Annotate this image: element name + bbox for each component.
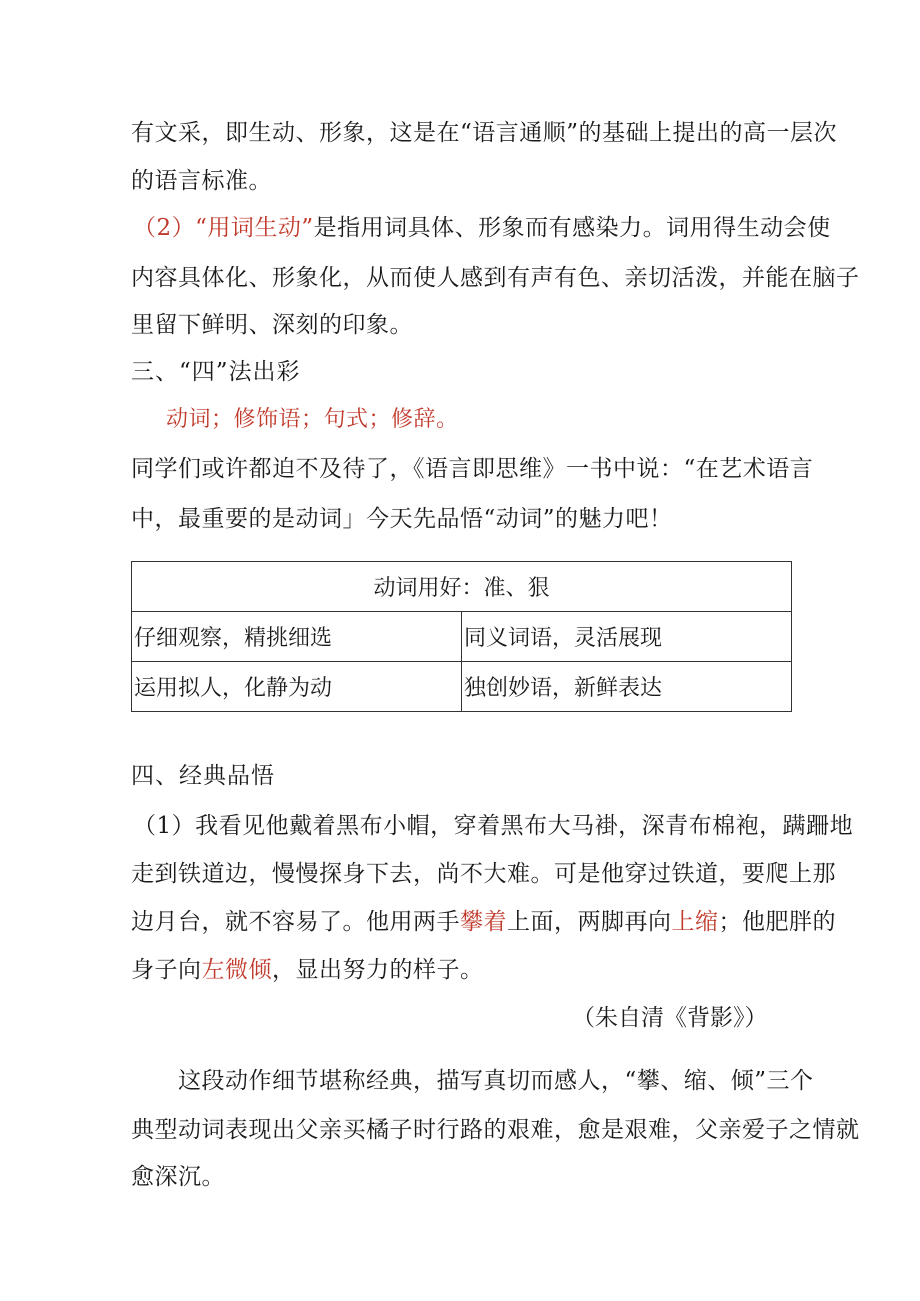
excerpt-line3-c: ；他肥胖的 xyxy=(718,909,836,935)
excerpt-line-4 xyxy=(131,955,484,985)
point2-line1-rest: 是指用词具体、形象而有感染力。词用得生动会使 xyxy=(313,215,831,241)
intro-line-2: 的语言标准。 xyxy=(131,168,272,194)
point2-line-2: 内容具体化、形象化，从而使人感到有声有色、亲切活泼，并能在脑子 xyxy=(131,265,860,291)
excerpt-verb-qing: 左微倾 xyxy=(201,957,272,983)
table-row xyxy=(132,612,792,662)
section3-quote-line-1: 同学们或许都迫不及待了，《语言即思维》一书中说：“在艺术语言 xyxy=(131,456,814,482)
excerpt-attribution: （朱自清《背影》） xyxy=(572,1005,768,1031)
table-cell: 仔细观察，精挑细选 xyxy=(132,612,462,662)
table-header-cell: 动词用好：准、狠 xyxy=(132,562,792,612)
analysis-line-2: 典型动词表现出父亲买橘子时行路的艰难，愈是艰难，父亲爱子之情就 xyxy=(131,1117,860,1143)
table-header-row xyxy=(132,562,792,612)
point2-line-1 xyxy=(133,213,831,243)
section4-title: 四、经典品悟 xyxy=(131,763,275,789)
excerpt-line3-b: 上面，两脚再向 xyxy=(507,909,672,935)
excerpt-line-1: （1）我看见他戴着黑布小帽，穿着黑布大马褂，深青布棉袍，蹒跚地 xyxy=(133,813,854,839)
section3-methods: 动词；修饰语；句式；修辞。 xyxy=(166,407,459,432)
section3-title: 三、“四”法出彩 xyxy=(131,359,301,385)
analysis-line-1: 这段动作细节堪称经典，描写真切而感人，“攀、缩、倾”三个 xyxy=(178,1068,814,1094)
point2-line-3: 里留下鲜明、深刻的印象。 xyxy=(131,312,413,338)
excerpt-line-3 xyxy=(131,907,836,937)
point2-term: “用词生动” xyxy=(195,215,314,241)
table-cell: 同义词语，灵活展现 xyxy=(462,612,792,662)
excerpt-line4-b: ，显出努力的样子。 xyxy=(272,957,484,983)
excerpt-line3-a: 边月台，就不容易了。他用两手 xyxy=(131,909,460,935)
excerpt-verb-suo: 上缩 xyxy=(671,909,719,935)
table-cell: 独创妙语，新鲜表达 xyxy=(462,662,792,712)
point2-number: （2） xyxy=(133,215,196,241)
verb-table xyxy=(131,561,792,712)
excerpt-line4-a: 身子向 xyxy=(131,957,202,983)
table-row xyxy=(132,662,792,712)
analysis-line-3: 愈深沉。 xyxy=(131,1164,225,1190)
excerpt-verb-pan: 攀着 xyxy=(460,909,507,935)
section3-quote-line-2: 中，最重要的是动词」今天先品悟“动词”的魅力吧！ xyxy=(131,506,673,532)
table-cell: 运用拟人，化静为动 xyxy=(132,662,462,712)
excerpt-line-2: 走到铁道边，慢慢探身下去，尚不大难。可是他穿过铁道，要爬上那 xyxy=(131,861,836,887)
intro-line-1: 有文采，即生动、形象，这是在“语言通顺”的基础上提出的高一层次 xyxy=(131,120,838,146)
